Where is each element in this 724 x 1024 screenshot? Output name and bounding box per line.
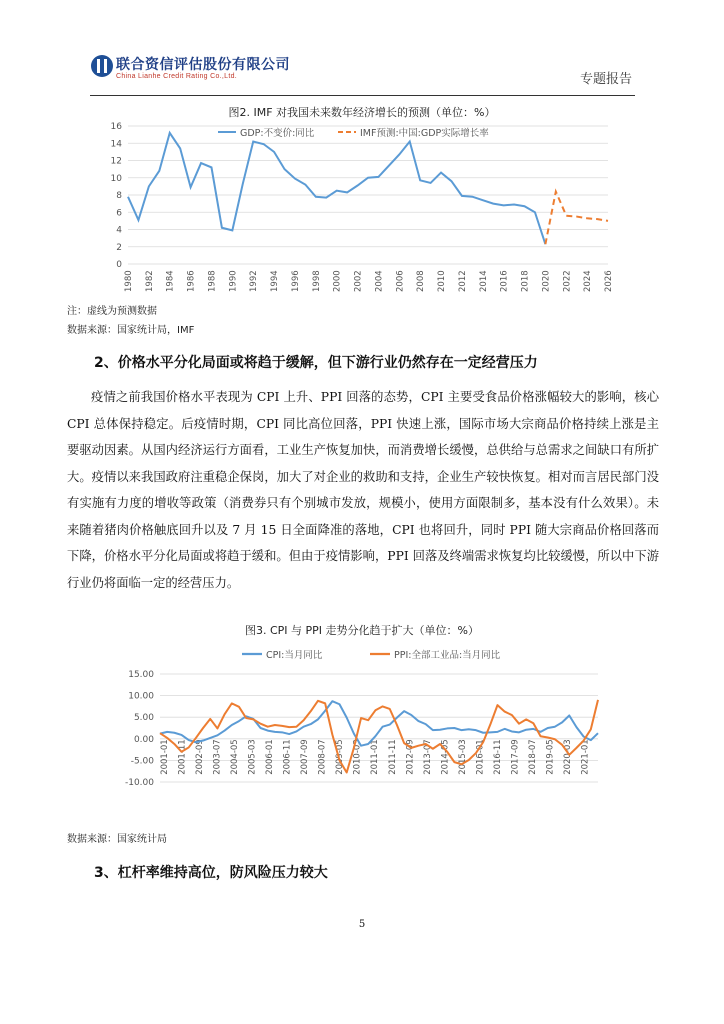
legend-label: GDP:不变价:同比 <box>240 128 315 139</box>
figure2-title: 图2. IMF 对我国未来数年经济增长的预测（单位：%） <box>228 106 496 119</box>
x-tick-label: 2010 <box>437 270 448 292</box>
x-tick-label: 2018-07 <box>527 739 538 775</box>
figure3-chart <box>100 640 620 828</box>
x-tick-label: 2020-03 <box>562 739 573 775</box>
page-number: 5 <box>358 919 366 930</box>
x-tick-label: 2007-09 <box>300 739 311 775</box>
x-tick-label: 2006-01 <box>265 739 276 775</box>
section3-heading: 3、杠杆率维持高位，防风险压力较大 <box>94 865 328 881</box>
x-tick-label: 2002 <box>353 270 364 292</box>
x-tick-label: 2012-09 <box>405 739 416 775</box>
x-tick-label: 2006-11 <box>282 739 293 775</box>
y-tick-label: 0.00 <box>133 734 154 745</box>
x-tick-label: 2006 <box>395 270 406 292</box>
x-tick-label: 2015-03 <box>457 739 468 775</box>
y-tick-label: 16 <box>110 122 122 132</box>
y-tick-label: 2 <box>116 242 122 253</box>
figure2-note: 注：虚线为预测数据 <box>67 306 157 317</box>
y-tick-label: 8 <box>116 191 122 201</box>
x-tick-label: 2008-07 <box>317 739 328 775</box>
y-tick-label: -10.00 <box>124 778 154 788</box>
figure2-chart <box>100 118 620 300</box>
x-tick-label: 2004-05 <box>230 739 241 775</box>
x-tick-label: 2009-05 <box>335 739 346 775</box>
x-tick-label: 2016-11 <box>492 739 503 775</box>
x-tick-label: 2011-11 <box>387 739 398 775</box>
x-tick-label: 2019-05 <box>545 739 556 775</box>
section2-heading: 2、价格水平分化局面或将趋于缓解，但下游行业仍然存在一定经营压力 <box>94 355 538 371</box>
y-tick-label: 14 <box>110 139 122 150</box>
x-tick-label: 1994 <box>270 270 281 292</box>
y-tick-label: 12 <box>110 156 122 167</box>
x-tick-label: 1998 <box>311 270 322 292</box>
series-line-imf-forecast <box>545 192 608 245</box>
x-tick-label: 1990 <box>228 270 239 292</box>
x-tick-label: 1986 <box>186 270 197 292</box>
x-tick-label: 2010-03 <box>352 739 363 775</box>
legend-label: IMF预测:中国:GDP实际增长率 <box>360 128 489 139</box>
x-tick-label: 2000 <box>332 270 343 292</box>
y-tick-label: 4 <box>116 225 122 236</box>
y-tick-label: 15.00 <box>128 670 154 680</box>
y-tick-label: 0 <box>116 260 122 270</box>
x-tick-label: 1996 <box>290 270 301 292</box>
x-tick-label: 2013-07 <box>422 739 433 775</box>
x-tick-label: 1992 <box>249 270 260 292</box>
report-type-label: 专题报告 <box>579 72 632 87</box>
x-tick-label: 2001-11 <box>177 739 188 775</box>
legend-label: PPI:全部工业品:当月同比 <box>394 650 501 661</box>
x-tick-label: 2008 <box>416 270 427 292</box>
figure3-source: 数据来源：国家统计局 <box>67 834 167 845</box>
series-line-gdp <box>128 133 545 244</box>
x-tick-label: 1982 <box>144 270 155 292</box>
company-logo-icon <box>91 55 113 77</box>
x-tick-label: 2011-01 <box>370 739 381 775</box>
company-name-en: China Lianhe Credit Rating Co.,Ltd. <box>116 73 238 80</box>
x-tick-label: 2024 <box>583 270 594 292</box>
y-tick-label: 6 <box>116 208 122 219</box>
x-tick-label: 2004 <box>374 270 385 292</box>
x-tick-label: 2001-01 <box>160 739 170 775</box>
y-tick-label: 10 <box>110 173 122 184</box>
x-tick-label: 2005-03 <box>247 739 258 775</box>
x-tick-label: 1980 <box>124 270 134 292</box>
x-tick-label: 1988 <box>207 270 218 292</box>
x-tick-label: 2021-01 <box>580 739 591 775</box>
x-tick-label: 2017-09 <box>510 739 521 775</box>
x-tick-label: 2026 <box>604 270 614 292</box>
x-tick-label: 2016 <box>499 270 510 292</box>
x-tick-label: 2022 <box>562 270 573 292</box>
legend-label: CPI:当月同比 <box>266 650 323 661</box>
section2-paragraph: 疫情之前我国价格水平表现为 CPI 上升、PPI 回落的态势，CPI 主要受食品价格涨幅较大的影响，核心 CPI 总体保持稳定。后疫情时期，CPI 同比高位回落，PPI 快速上涨，国际市场大宗商品价格持续上涨是主要驱动因素。从国内经济运行方面看，工业生产恢复加快，而消费增长缓慢，总供给与总需求之间缺口有所扩大。疫情以来我国政府注重稳企保岗，加大了对企业的救助和支持，企业生产较快恢复。相对而言居民部门没有实施有力度的增收等政策（消费券只有个别城市发放，规模小，使用方面限制多，基本没有什么效果）。未来随着猪肉价格触底回升以及 7 月 15 日全面降准的落地，CPI 也将回升，同时 PPI 随大宗商品价格回落而下降，价格水平分化局面或将趋于缓和。但由于疫情影响，PPI 回落及终端需求恢复均比较缓慢，所以中下游行业仍将面临一定的经营压力。 <box>67 390 659 590</box>
company-name-cn: 联合资信评估股份有限公司 <box>116 57 290 73</box>
x-tick-label: 2018 <box>520 270 531 292</box>
x-tick-label: 2016-01 <box>475 739 486 775</box>
x-tick-label: 2003-07 <box>212 739 223 775</box>
y-tick-label: 5.00 <box>133 713 154 724</box>
x-tick-label: 2014 <box>478 270 489 292</box>
y-tick-label: -5.00 <box>130 756 154 767</box>
x-tick-label: 2020 <box>541 270 552 292</box>
x-tick-label: 1984 <box>165 270 176 292</box>
x-tick-label: 2002-09 <box>195 739 206 775</box>
figure3-title: 图3. CPI 与 PPI 走势分化趋于扩大（单位：%） <box>244 624 479 637</box>
x-tick-label: 2012 <box>457 270 468 292</box>
header-divider <box>90 95 635 96</box>
x-tick-label: 2014-05 <box>440 739 451 775</box>
y-tick-label: 10.00 <box>128 691 154 702</box>
figure2-source: 数据来源：国家统计局，IMF <box>67 325 195 336</box>
